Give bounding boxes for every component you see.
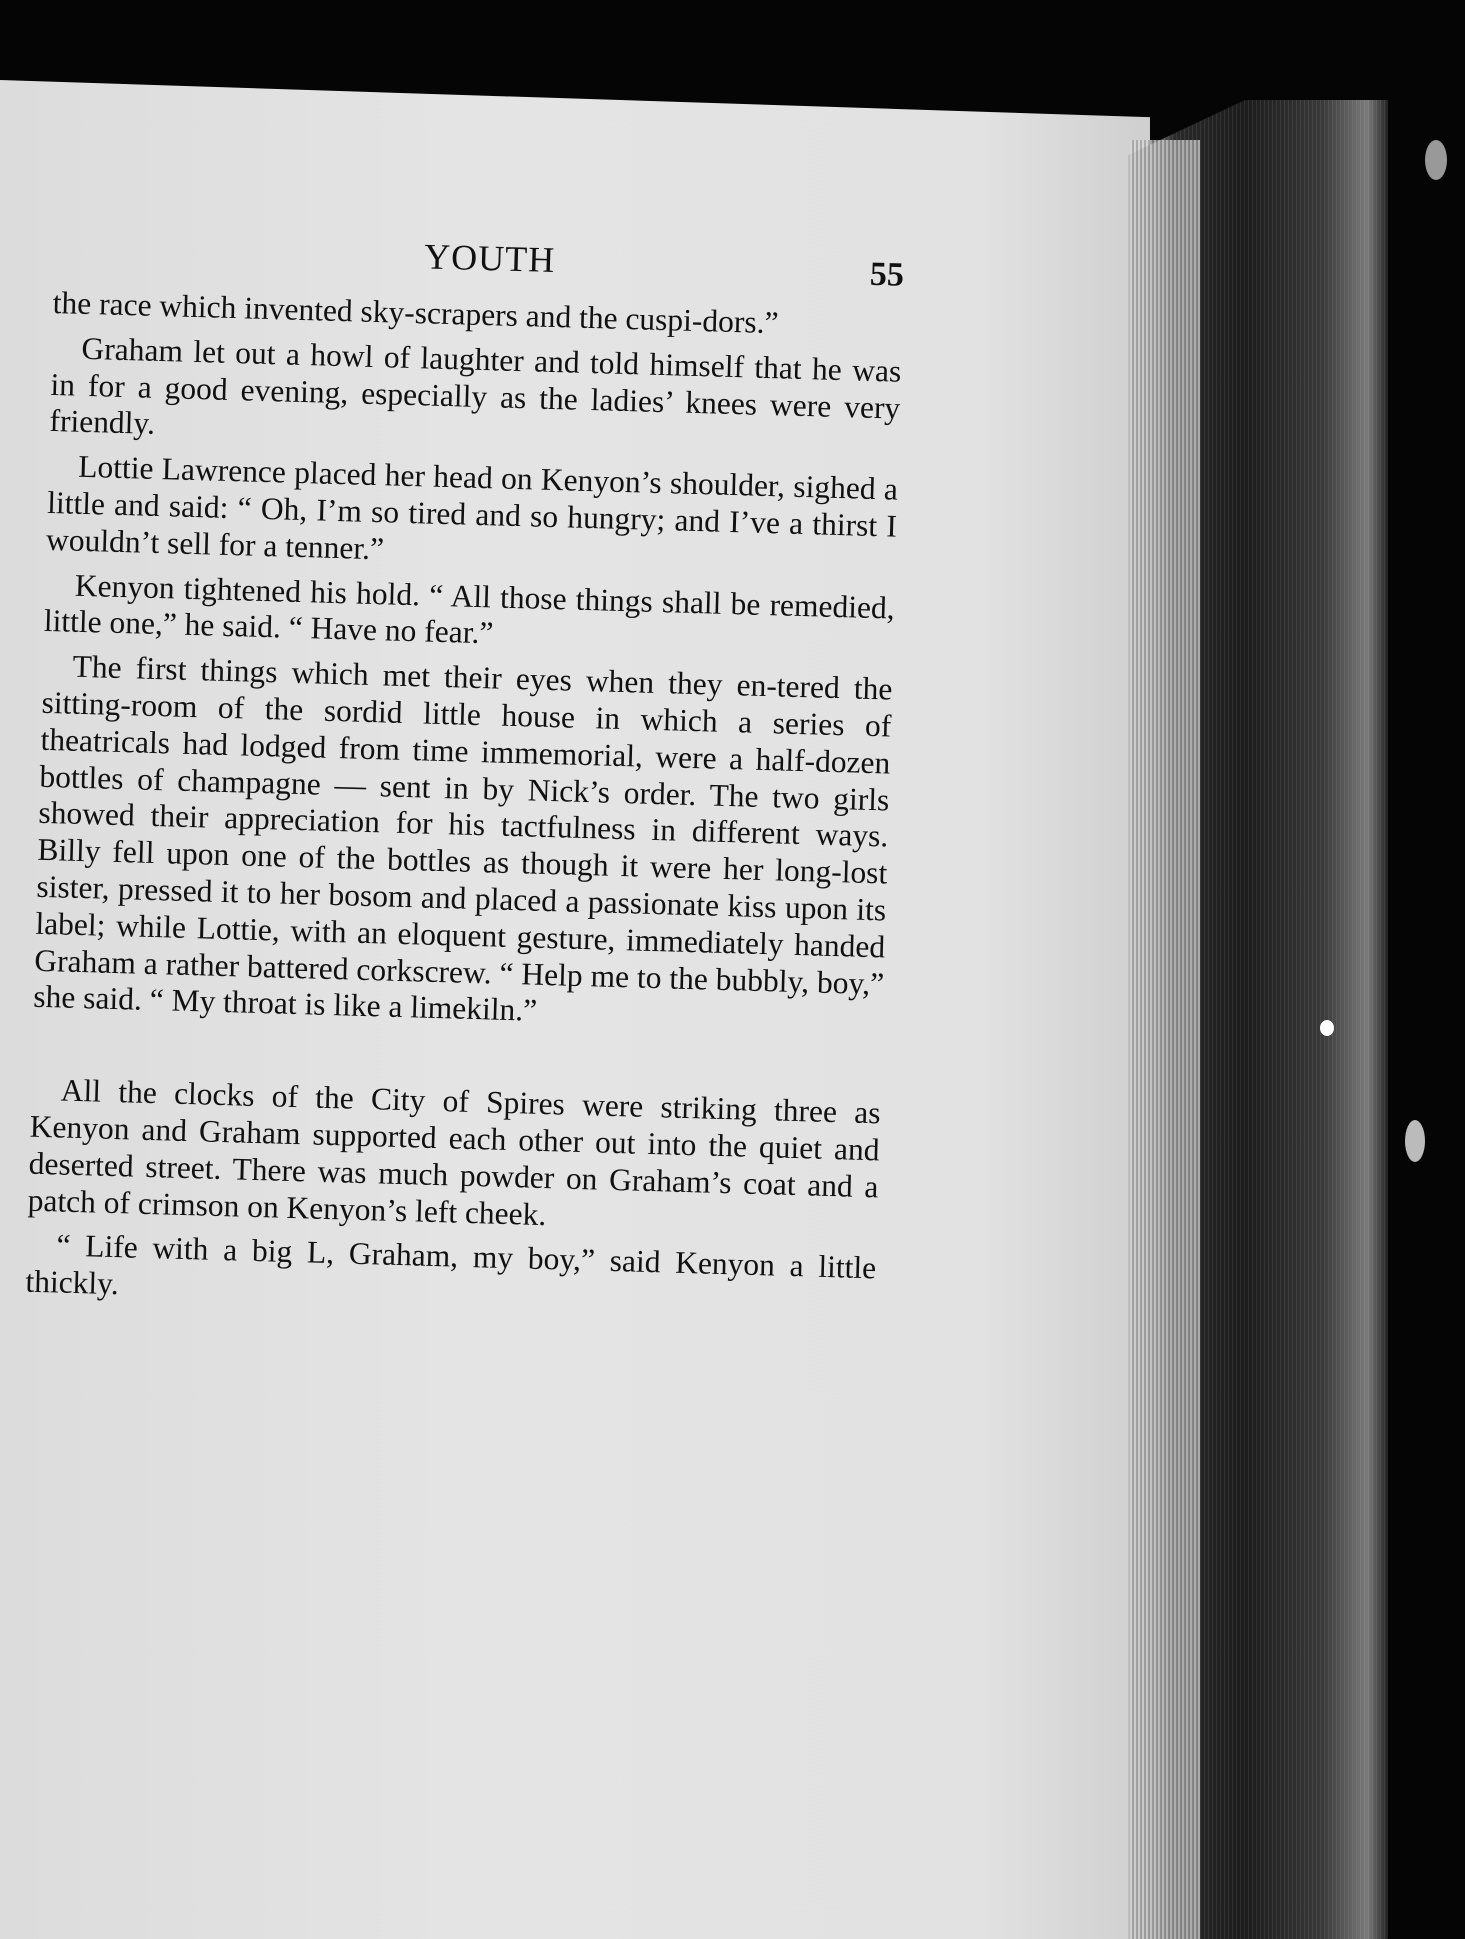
dust-speck <box>1320 1020 1334 1036</box>
page-text-block <box>25 225 905 1332</box>
dust-speck <box>1425 140 1447 180</box>
paragraph: the race which invented sky-scrapers and the cuspi-dors.” <box>52 284 780 341</box>
page-stack-edge <box>1130 140 1200 1939</box>
dust-speck <box>1405 1120 1425 1162</box>
paragraph: “ Life with a big L, Graham, my boy,” said Kenyon a little thickly. <box>25 1227 877 1302</box>
paragraph: Kenyon tightened his hold. “ All those things shall be remedied, little one,” he said. “ Have no fear.” <box>43 567 896 651</box>
paragraph: Lottie Lawrence placed her head on Kenyon’s shoulder, sighed a little and said: “ Oh, I’m so tired and so hungry; and I’ve a thirst I wouldn’t sell for a tenner.” <box>45 448 899 567</box>
paragraph: All the clocks of the City of Spires were striking three as Kenyon and Graham supported each other out into the quiet and deserted street. There was much powder on Graham’s coat and a patch of crimson on Kenyon’s left cheek. <box>27 1072 882 1232</box>
paragraph: The first things which met their eyes when they en-tered the sitting-room of the sordid little house in which a series of theatricals had lodged from time immemorial, were a half-dozen bottles of champagne — sent in by Nick’s order. The two girls showed their appreciation for his tactfulness in different ways. Billy fell upon one of the bottles as though it were her long-lost sister, pressed it to her bosom and placed a passionate kiss upon its label; while Lottie, with an eloquent gesture, immediately handed Graham a rather battered corkscrew. “ Help me to the bubbly, boy,” she said. “ My throat is like a limekiln.” <box>32 648 893 1029</box>
paragraph: Graham let out a howl of laughter and told himself that he was in for a good evening, especially as the ladies’ knees were very friendly. <box>49 330 902 442</box>
running-head-title: YOUTH <box>423 236 556 280</box>
page-number: 55 <box>869 255 905 294</box>
